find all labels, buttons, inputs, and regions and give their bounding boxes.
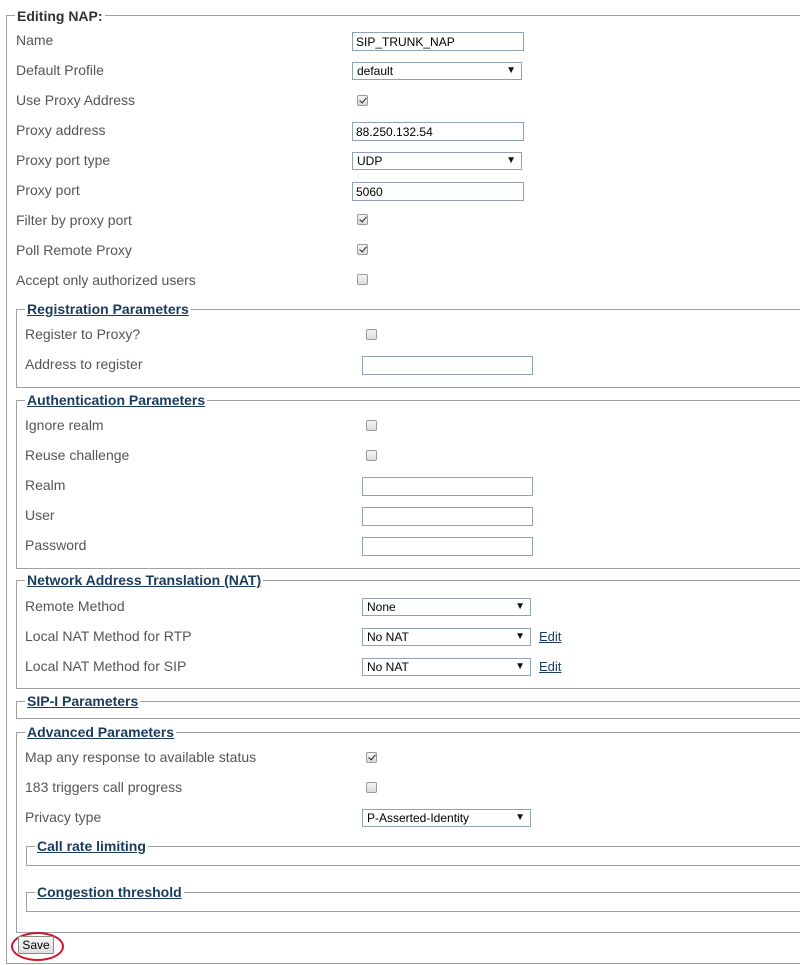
chevron-down-icon: ▼ xyxy=(515,661,525,672)
ignore-realm-label: Ignore realm xyxy=(25,417,104,433)
triggers-183-checkbox[interactable] xyxy=(366,782,377,793)
accept-only-authorized-checkbox[interactable] xyxy=(357,274,368,285)
use-proxy-address-label: Use Proxy Address xyxy=(16,92,136,108)
password-label: Password xyxy=(25,537,87,553)
chevron-down-icon: ▼ xyxy=(506,155,516,166)
map-any-response-label: Map any response to available status xyxy=(25,749,257,765)
realm-label: Realm xyxy=(25,477,66,493)
privacy-type-label: Privacy type xyxy=(25,809,102,825)
name-label: Name xyxy=(16,32,54,48)
edit-sip-link[interactable]: Edit xyxy=(539,659,562,674)
filter-by-proxy-port-label: Filter by proxy port xyxy=(16,212,132,228)
address-to-register-label: Address to register xyxy=(25,356,143,372)
editing-nap-legend: Editing NAP: xyxy=(17,8,103,24)
authentication-legend[interactable]: Authentication Parameters xyxy=(27,392,206,408)
register-to-proxy-checkbox[interactable] xyxy=(366,329,377,340)
proxy-address-input[interactable] xyxy=(352,122,524,141)
user-label: User xyxy=(25,507,55,523)
ignore-realm-checkbox[interactable] xyxy=(366,420,377,431)
privacy-type-select[interactable] xyxy=(362,809,531,827)
proxy-port-input[interactable] xyxy=(352,182,524,201)
reuse-challenge-label: Reuse challenge xyxy=(25,447,130,463)
chevron-down-icon: ▼ xyxy=(515,812,525,823)
use-proxy-address-checkbox[interactable] xyxy=(357,95,368,106)
register-to-proxy-label: Register to Proxy? xyxy=(25,326,141,342)
password-input[interactable] xyxy=(362,537,533,556)
chevron-down-icon: ▼ xyxy=(506,65,516,76)
chevron-down-icon: ▼ xyxy=(515,601,525,612)
user-input[interactable] xyxy=(362,507,533,526)
edit-rtp-link[interactable]: Edit xyxy=(539,629,562,644)
local-nat-sip-value: No NAT xyxy=(367,660,409,674)
accept-only-authorized-label: Accept only authorized users xyxy=(16,272,196,288)
privacy-type-value: P-Asserted-Identity xyxy=(367,811,470,825)
chevron-down-icon: ▼ xyxy=(515,631,525,642)
local-nat-rtp-select[interactable] xyxy=(362,628,531,646)
nat-legend[interactable]: Network Address Translation (NAT) xyxy=(27,572,262,588)
local-nat-rtp-label: Local NAT Method for RTP xyxy=(25,628,192,644)
call-rate-legend[interactable]: Call rate limiting xyxy=(37,838,146,854)
map-any-response-checkbox[interactable] xyxy=(366,752,377,763)
advanced-legend[interactable]: Advanced Parameters xyxy=(27,724,175,740)
remote-method-label: Remote Method xyxy=(25,598,125,614)
filter-by-proxy-port-checkbox[interactable] xyxy=(357,214,368,225)
congestion-legend[interactable]: Congestion threshold xyxy=(37,884,182,900)
proxy-port-label: Proxy port xyxy=(16,182,80,198)
registration-legend[interactable]: Registration Parameters xyxy=(27,301,189,317)
save-button[interactable]: Save xyxy=(18,936,54,954)
poll-remote-proxy-label: Poll Remote Proxy xyxy=(16,242,132,258)
default-profile-select[interactable] xyxy=(352,62,522,80)
name-input[interactable] xyxy=(352,32,524,51)
local-nat-sip-select[interactable] xyxy=(362,658,531,676)
remote-method-select[interactable] xyxy=(362,598,531,616)
realm-input[interactable] xyxy=(362,477,533,496)
reuse-challenge-checkbox[interactable] xyxy=(366,450,377,461)
proxy-port-type-select[interactable] xyxy=(352,152,522,170)
proxy-port-type-label: Proxy port type xyxy=(16,152,111,168)
proxy-address-label: Proxy address xyxy=(16,122,106,138)
sipi-legend[interactable]: SIP-I Parameters xyxy=(27,693,139,709)
default-profile-value: default xyxy=(357,64,394,78)
local-nat-rtp-value: No NAT xyxy=(367,630,409,644)
triggers-183-label: 183 triggers call progress xyxy=(25,779,183,795)
default-profile-label: Default Profile xyxy=(16,62,104,78)
proxy-port-type-value: UDP xyxy=(357,154,383,168)
local-nat-sip-label: Local NAT Method for SIP xyxy=(25,658,187,674)
remote-method-value: None xyxy=(367,600,396,614)
poll-remote-proxy-checkbox[interactable] xyxy=(357,244,368,255)
address-to-register-input[interactable] xyxy=(362,356,533,375)
registration-fieldset xyxy=(16,309,800,388)
